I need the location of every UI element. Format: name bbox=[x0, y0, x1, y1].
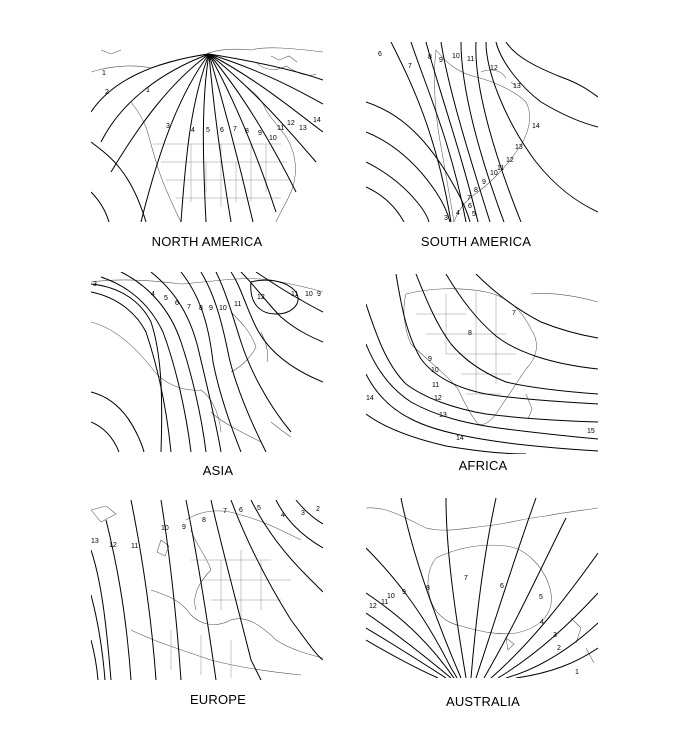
contour-label: 6 bbox=[220, 127, 224, 134]
map-caption-south-america: SOUTH AMERICA bbox=[420, 234, 532, 249]
contour-label: 11 bbox=[381, 599, 389, 606]
contour-label: 8 bbox=[428, 54, 432, 61]
contour-label: 13 bbox=[299, 125, 307, 132]
contour-label: 11 bbox=[467, 56, 475, 63]
contour-label: 5 bbox=[206, 127, 210, 134]
map-europe bbox=[91, 500, 323, 680]
contour-label: 8 bbox=[474, 187, 478, 194]
contour-label: 13 bbox=[91, 538, 99, 545]
contour-label: 11 bbox=[131, 543, 139, 550]
contour-label: 9 bbox=[439, 57, 443, 64]
contour-label: 8 bbox=[245, 128, 249, 135]
contour-label: 2 bbox=[316, 506, 320, 513]
contour-label: 6 bbox=[468, 203, 472, 210]
contour-label: 9 bbox=[428, 356, 432, 363]
north-america-isogonic-lines bbox=[91, 54, 323, 222]
map-south-america bbox=[366, 42, 598, 222]
asia-isogonic-lines bbox=[91, 272, 323, 452]
contour-label: 12 bbox=[109, 542, 117, 549]
north-america-coastlines bbox=[91, 48, 323, 222]
contour-label: 14 bbox=[313, 117, 321, 124]
europe-isogonic-lines bbox=[91, 500, 323, 680]
contour-label: 9 bbox=[317, 291, 321, 298]
contour-label: 10 bbox=[219, 305, 227, 312]
contour-label: 6 bbox=[239, 507, 243, 514]
north-america-isogonic-map bbox=[91, 42, 323, 222]
contour-label: 11 bbox=[497, 165, 505, 172]
map-caption-australia: AUSTRALIA bbox=[445, 694, 521, 709]
africa-coastlines bbox=[404, 289, 598, 425]
contour-label: 8 bbox=[199, 305, 203, 312]
contour-label: 3 bbox=[93, 281, 97, 288]
contour-label: 1 bbox=[575, 669, 579, 676]
contour-label: 14 bbox=[532, 123, 540, 130]
south-america-isogonic-map bbox=[366, 42, 598, 222]
contour-label: 10 bbox=[305, 291, 313, 298]
europe-coastlines bbox=[91, 506, 323, 675]
contour-label: 3 bbox=[301, 510, 305, 517]
contour-label: 14 bbox=[366, 395, 374, 402]
australia-coastlines bbox=[366, 508, 598, 663]
contour-label: 11 bbox=[432, 382, 440, 389]
north-america-borders bbox=[153, 144, 289, 207]
map-caption-africa: AFRICA bbox=[458, 458, 508, 473]
contour-label: 13 bbox=[439, 412, 447, 419]
contour-label: 6 bbox=[378, 51, 382, 58]
contour-label: 4 bbox=[281, 512, 285, 519]
contour-label: 8 bbox=[426, 585, 430, 592]
contour-label: 7 bbox=[233, 126, 237, 133]
africa-isogonic-map bbox=[366, 274, 598, 454]
contour-label: 8 bbox=[202, 517, 206, 524]
contour-label: 3 bbox=[166, 123, 170, 130]
map-caption-europe: EUROPE bbox=[189, 692, 247, 707]
contour-label: 5 bbox=[539, 594, 543, 601]
contour-label: 2 bbox=[105, 89, 109, 96]
south-america-isogonic-lines bbox=[366, 42, 598, 222]
africa-borders bbox=[416, 292, 516, 394]
contour-label: 9 bbox=[182, 524, 186, 531]
contour-label: 12 bbox=[434, 395, 442, 402]
contour-label: 12 bbox=[369, 603, 377, 610]
map-africa bbox=[366, 274, 598, 454]
contour-label: 10 bbox=[431, 367, 439, 374]
map-north-america bbox=[91, 42, 323, 222]
contour-label: 13 bbox=[515, 144, 523, 151]
asia-isogonic-map bbox=[91, 272, 323, 452]
contour-label: 7 bbox=[464, 575, 468, 582]
contour-label: 7 bbox=[512, 310, 516, 317]
contour-label: 7 bbox=[187, 304, 191, 311]
africa-isogonic-lines bbox=[366, 274, 598, 454]
contour-label: 12 bbox=[490, 65, 498, 72]
contour-label: 12 bbox=[287, 120, 295, 127]
contour-label: 3 bbox=[444, 215, 448, 222]
contour-label: 4 bbox=[540, 619, 544, 626]
asia-coastlines bbox=[91, 279, 323, 442]
contour-label: 7 bbox=[408, 63, 412, 70]
contour-label: 10 bbox=[269, 135, 277, 142]
contour-label: 5 bbox=[472, 211, 476, 218]
contour-label: 9 bbox=[482, 179, 486, 186]
contour-label: 9 bbox=[258, 130, 262, 137]
australia-isogonic-map bbox=[366, 498, 598, 678]
contour-label: 13 bbox=[513, 83, 521, 90]
contour-label: 5 bbox=[257, 505, 261, 512]
contour-label: 2 bbox=[557, 645, 561, 652]
contour-label: 10 bbox=[452, 53, 460, 60]
contour-label: 5 bbox=[164, 295, 168, 302]
contour-label: 1 bbox=[102, 70, 106, 77]
contour-label: 6 bbox=[175, 300, 179, 307]
contour-label: 3 bbox=[553, 632, 557, 639]
contour-label: 1 bbox=[146, 87, 150, 94]
australia-isogonic-lines bbox=[366, 498, 598, 678]
contour-label: 9 bbox=[209, 305, 213, 312]
contour-label: 11 bbox=[234, 301, 242, 308]
contour-label: 10 bbox=[387, 593, 395, 600]
contour-label: 11 bbox=[277, 125, 285, 132]
map-australia bbox=[366, 498, 598, 678]
contour-label: 15 bbox=[587, 428, 595, 435]
contour-label: 9 bbox=[402, 589, 406, 596]
map-caption-north-america: NORTH AMERICA bbox=[151, 234, 263, 249]
contour-label: 4 bbox=[191, 127, 195, 134]
map-asia bbox=[91, 272, 323, 452]
europe-borders bbox=[171, 550, 291, 678]
contour-label: 14 bbox=[456, 435, 464, 442]
contour-label: 12 bbox=[506, 157, 514, 164]
contour-label: 11 bbox=[291, 291, 299, 298]
contour-label: 4 bbox=[456, 210, 460, 217]
europe-isogonic-map bbox=[91, 500, 323, 680]
contour-label: 6 bbox=[500, 583, 504, 590]
map-caption-asia: ASIA bbox=[202, 463, 234, 478]
contour-label: 10 bbox=[490, 170, 498, 177]
asia-contour-labels bbox=[93, 281, 321, 312]
contour-label: 10 bbox=[161, 525, 169, 532]
contour-label: 7 bbox=[223, 508, 227, 515]
contour-label: 7 bbox=[467, 195, 471, 202]
africa-contour-labels bbox=[366, 310, 595, 442]
contour-label: 12 bbox=[257, 294, 265, 301]
contour-label: 8 bbox=[468, 330, 472, 337]
contour-label: 4 bbox=[151, 291, 155, 298]
